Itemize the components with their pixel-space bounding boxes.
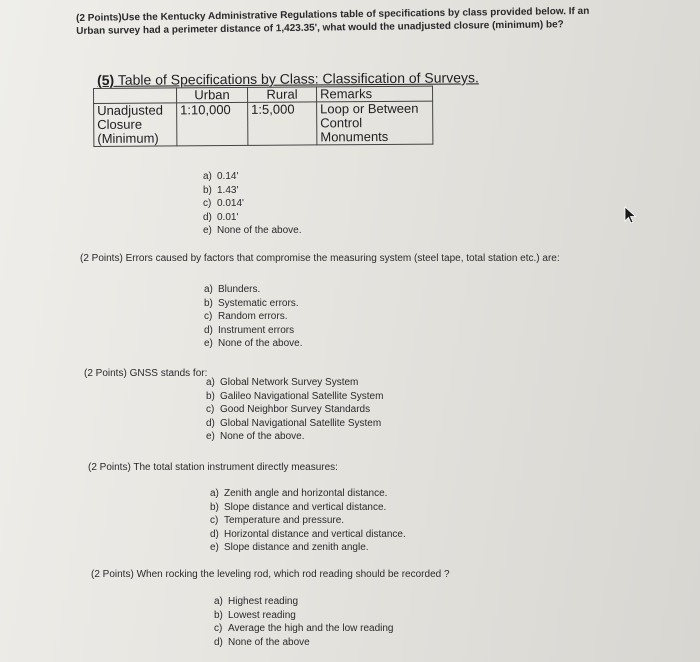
option-letter: e) — [206, 431, 215, 442]
row-label-line: Closure — [97, 116, 143, 132]
question-5-text: (2 Points) When rocking the leveling rod, which rod reading should be recorded ? — [91, 569, 450, 580]
row-label-line: Unadjusted — [97, 102, 163, 118]
table-row — [94, 101, 433, 146]
option-item[interactable] — [203, 224, 302, 238]
option-item[interactable] — [210, 501, 406, 515]
question-3-options — [206, 376, 383, 444]
option-text: Slope distance and zenith angle. — [224, 542, 369, 553]
option-letter: a) — [214, 596, 223, 607]
option-letter: d) — [214, 636, 223, 648]
option-text: Good Neighbor Survey Standards — [220, 404, 371, 415]
option-text: Random errors. — [218, 311, 288, 322]
option-letter: a) — [203, 171, 212, 182]
option-item[interactable] — [210, 528, 406, 542]
option-letter: b) — [210, 501, 219, 513]
option-letter: e) — [210, 542, 219, 553]
option-text: None of the above. — [220, 431, 305, 442]
table-header-rural: Rural — [247, 87, 316, 102]
option-letter: c) — [210, 515, 219, 526]
option-text: Lowest reading — [228, 609, 296, 621]
option-item[interactable] — [206, 390, 383, 404]
table-title-text: Table of Specifications by Class: Classification of Surveys. — [117, 69, 479, 88]
option-item[interactable] — [203, 184, 302, 198]
table-header-blank — [94, 88, 177, 104]
question-1-line-2: Urban survey had a perimeter distance of 1,423.35', what would the unadjusted closure (minimum) be? — [76, 19, 564, 37]
option-text: Galileo Navigational Satellite System — [220, 390, 384, 402]
option-letter: c) — [204, 311, 213, 322]
mouse-pointer-icon — [624, 206, 638, 224]
option-text: 0.14' — [217, 171, 239, 182]
option-letter: e) — [204, 338, 213, 349]
option-letter: a) — [204, 284, 213, 295]
option-item[interactable] — [204, 337, 303, 351]
specifications-table — [93, 86, 433, 147]
option-letter: d) — [203, 211, 212, 223]
rural-value: 1:5,000 — [248, 102, 317, 145]
option-item[interactable] — [206, 430, 383, 444]
option-item[interactable] — [203, 197, 302, 211]
option-letter: b) — [204, 297, 213, 309]
question-2-text: (2 Points) Errors caused by factors that compromise the measuring system (steel tape, total station etc.) are: — [80, 253, 560, 264]
option-letter: b) — [214, 609, 223, 621]
table-header-remarks: Remarks — [316, 86, 432, 102]
option-item[interactable] — [214, 595, 394, 609]
option-item[interactable] — [210, 541, 406, 555]
option-text: None of the above — [228, 636, 310, 648]
question-1-line-1: (2 Points)Use the Kentucky Administrative Regulations table of specifications by class provided below. If an — [76, 5, 590, 24]
row-label-cell — [94, 103, 177, 147]
option-text: Instrument errors — [218, 324, 295, 336]
question-1-text — [76, 5, 590, 38]
option-text: None of the above. — [217, 225, 302, 236]
option-item[interactable] — [210, 487, 406, 501]
table-number: (5) — [97, 71, 115, 88]
remarks-cell — [317, 101, 433, 145]
option-letter: a) — [206, 377, 215, 388]
remarks-line: Monuments — [320, 128, 389, 145]
option-text: Zenith angle and horizontal distance. — [224, 488, 388, 499]
option-item[interactable] — [203, 170, 302, 184]
question-2-options — [204, 283, 303, 351]
option-item[interactable] — [214, 622, 394, 636]
option-letter: d) — [206, 417, 215, 429]
option-item[interactable] — [206, 403, 383, 417]
option-item[interactable] — [210, 514, 406, 528]
remarks-line: Control — [320, 115, 363, 131]
option-letter: c) — [214, 623, 223, 634]
question-4-options — [210, 487, 406, 555]
option-text: 0.01' — [217, 211, 239, 223]
row-label-line: (Minimum) — [97, 130, 159, 146]
option-item[interactable] — [204, 297, 303, 311]
question-5-options — [214, 595, 394, 649]
remarks-line: Loop or Between — [320, 100, 419, 117]
option-text: Highest reading — [228, 596, 299, 607]
option-item[interactable] — [214, 636, 394, 650]
option-text: 1.43' — [217, 184, 239, 196]
option-letter: e) — [203, 225, 212, 236]
option-text: Blunders. — [218, 284, 261, 295]
option-text: None of the above. — [218, 338, 303, 349]
option-item[interactable] — [204, 283, 303, 297]
option-letter: c) — [203, 198, 212, 209]
urban-value: 1:10,000 — [177, 102, 248, 145]
option-text: Global Network Survey System — [220, 377, 359, 388]
option-text: Slope distance and vertical distance. — [224, 501, 387, 513]
question-1-options — [203, 170, 302, 238]
option-letter: d) — [204, 324, 213, 336]
option-text: Average the high and the low reading — [228, 623, 394, 634]
option-letter: c) — [206, 404, 215, 415]
option-letter: b) — [203, 184, 212, 196]
option-text: Temperature and pressure. — [224, 515, 345, 526]
option-item[interactable] — [204, 310, 303, 324]
option-text: 0.014' — [217, 198, 244, 209]
option-item[interactable] — [203, 211, 302, 225]
option-letter: d) — [210, 528, 219, 540]
table-header-urban: Urban — [177, 87, 248, 102]
question-4-text: (2 Points) The total station instrument directly measures: — [88, 462, 338, 473]
option-item[interactable] — [206, 417, 383, 431]
option-item[interactable] — [214, 609, 394, 623]
option-text: Systematic errors. — [218, 297, 299, 309]
option-letter: a) — [210, 488, 219, 499]
option-text: Horizontal distance and vertical distance. — [224, 528, 406, 540]
question-3-text: (2 Points) GNSS stands for: — [84, 368, 208, 379]
option-item[interactable] — [204, 324, 303, 338]
option-letter: b) — [206, 390, 215, 402]
option-item[interactable] — [206, 376, 383, 390]
option-text: Global Navigational Satellite System — [220, 417, 382, 429]
